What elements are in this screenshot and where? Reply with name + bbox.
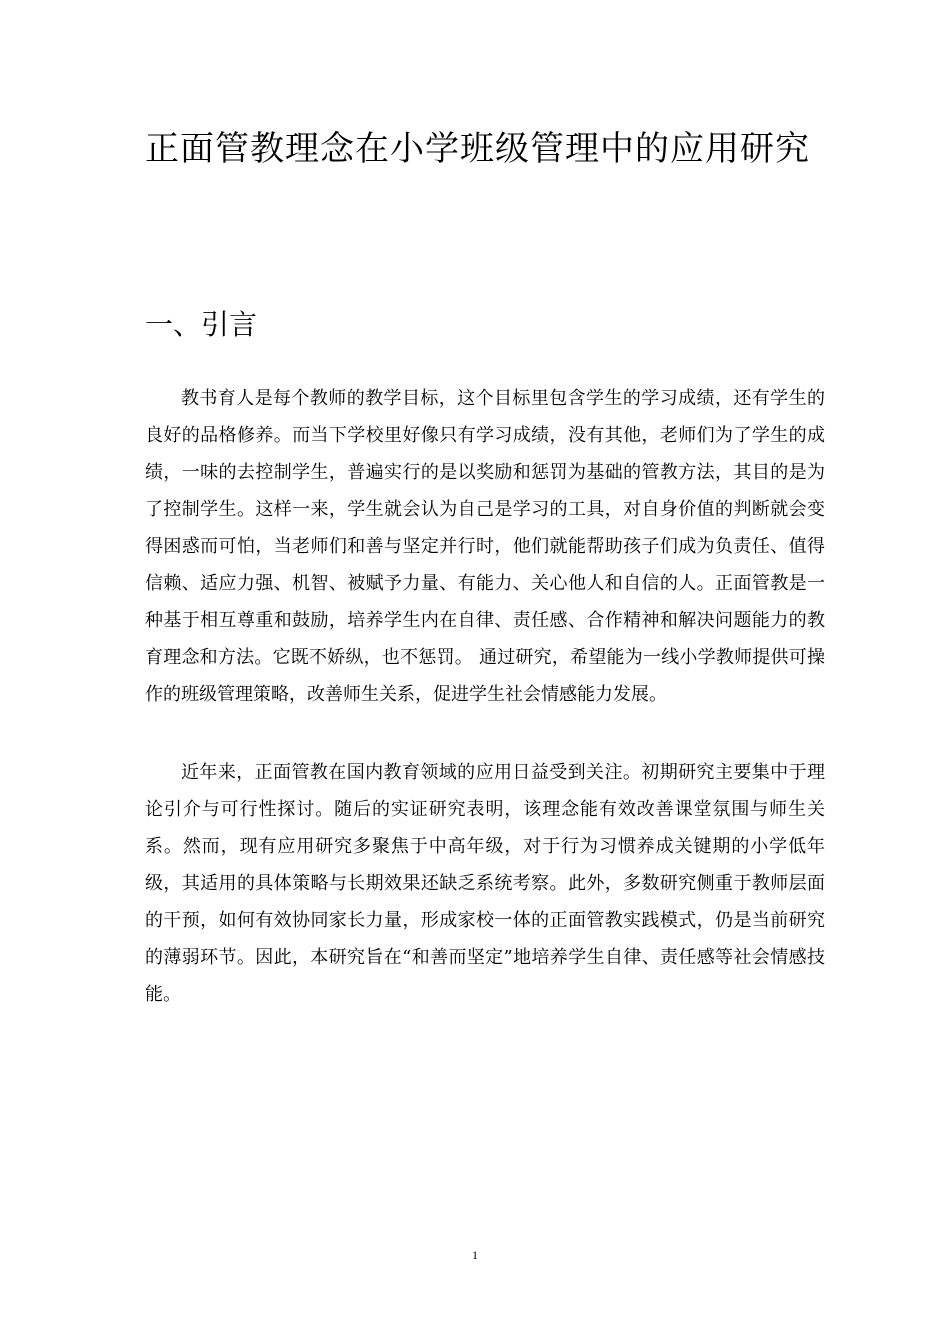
document-title: 正面管教理念在小学班级管理中的应用研究 — [145, 129, 810, 169]
page-number: 1 — [472, 1248, 478, 1262]
body-paragraph: 教书育人是每个教师的教学目标，这个目标里包含学生的学习成绩，还有学生的良好的品格修养。而当下学校里好像只有学习成绩，没有其他，老师们为了学生的成绩，一味的去控制学生，普遍实行的是以奖励和惩罚为基础的管教方法，其目的是为了控制学生。这样一来，学生就会认为自己是学习的工具，对自身价值的判断就会变得困惑而可怕，当老师们和善与坚定并行时，他们就能帮助孩子们成为负责任、值得信赖、适应力强、机智、被赋予力量、有能力、关心他人和自信的人。正面管教是一种基于相互尊重和鼓励，培养学生内在自律、责任感、合作精神和解决问题能力的教育理念和方法。它既不娇纵，也不惩罚。 通过研究，希望能为一线小学教师提供可操作的班级管理策略，改善师生关系，促进学生社会情感能力发展。 — [145, 388, 825, 705]
section-heading: 一、引言 — [145, 308, 258, 341]
body-paragraph: 近年来，正面管教在国内教育领域的应用日益受到关注。初期研究主要集中于理论引介与可行性探讨。随后的实证研究表明，该理念能有效改善课堂氛围与师生关系。然而，现有应用研究多聚焦于中高年级，对于行为习惯养成关键期的小学低年级，其适用的具体策略与长期效果还缺乏系统考察。此外，多数研究侧重于教师层面的干预，如何有效协同家长力量，形成家校一体的正面管教实践模式，仍是当前研究的薄弱环节。因此，本研究旨在“和善而坚定”地培养学生自律、责任感等社会情感技能。 — [145, 762, 825, 1005]
